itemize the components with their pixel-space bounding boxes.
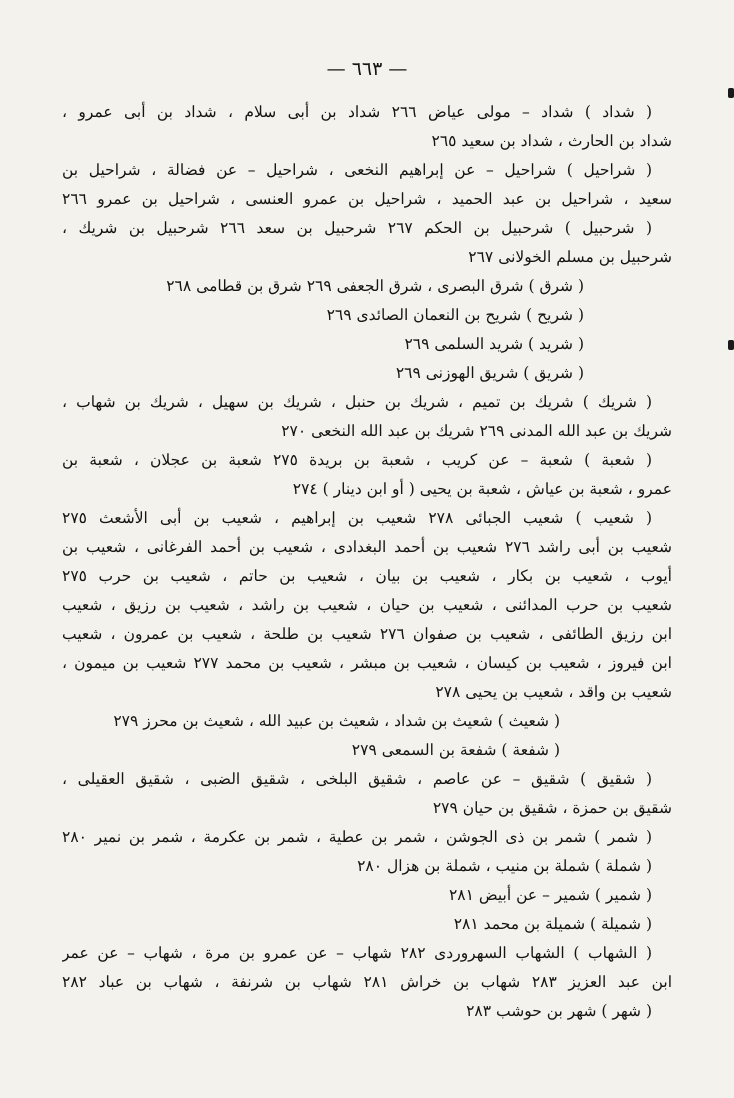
index-line: ( شملة ) شملة بن منيب ، شملة بن هزال ٢٨٠ [357, 857, 652, 875]
index-line: ( شريد ) شريد السلمى ٢٦٩ [404, 335, 584, 353]
index-line: ( شقيق ) شقيق – عن عاصم ، شقيق البلخى ، شقيق الضبى ، شقيق العقيلى ، [62, 770, 652, 788]
index-line: ابن عبد العزيز ٢٨٣ شهاب بن خراش ٢٨١ شهاب بن شرنفة ، شهاب بن عباد ٢٨٢ [62, 973, 672, 991]
index-line: ( شريك ) شريك بن تميم ، شريك بن حنبل ، شريك بن سهيل ، شريك بن شهاب ، [62, 393, 652, 411]
index-line: ( شعبة ) شعبة – عن كريب ، شعبة بن بريدة ٢٧٥ شعبة بن عجلان ، شعبة بن [62, 451, 652, 469]
index-line: ( الشهاب ) الشهاب السهروردى ٢٨٢ شهاب – عن عمرو بن مرة ، شهاب – عن عمر [62, 944, 652, 962]
index-line: ( شرق ) شرق البصرى ، شرق الجعفى ٢٦٩ شرق بن قطامى ٢٦٨ [166, 277, 584, 295]
index-line: ( شمر ) شمر بن ذى الجوشن ، شمر بن عطية ، شمر بن عكرمة ، شمر بن نمير ٢٨٠ [62, 828, 652, 846]
index-entries [62, 98, 672, 1026]
index-line: ( شمير ) شمير – عن أبيض ٢٨١ [448, 886, 652, 904]
index-line: ( شفعة ) شفعة بن السمعى ٢٧٩ [351, 741, 560, 759]
index-line: عمرو ، شعبة بن عياش ، شعبة بن يحيى ( أو ابن دينار ) ٢٧٤ [292, 480, 672, 498]
index-line: شداد بن الحارث ، شداد بن سعيد ٢٦٥ [431, 132, 672, 150]
index-line: ( شريح ) شريح بن النعمان الصائدى ٢٦٩ [326, 306, 584, 324]
index-line: شقيق بن حمزة ، شقيق بن حيان ٢٧٩ [432, 799, 672, 817]
index-line: ( شهر ) شهر بن حوشب ٢٨٣ [466, 1002, 652, 1020]
index-line: شعيب بن واقد ، شعيب بن يحيى ٢٧٨ [435, 683, 672, 701]
index-line: أيوب ، شعيب بن بكار ، شعيب بن بيان ، شعيب بن حاتم ، شعيب بن حرب ٢٧٥ [62, 567, 672, 585]
index-line: ( شداد ) شداد – مولى عياض ٢٦٦ شداد بن أبى سلام ، شداد بن أبى عمرو ، [62, 103, 653, 121]
index-line: شعيب بن أبى راشد ٢٧٦ شعيب بن أحمد البغدادى ، شعيب بن أحمد الفرغانى ، شعيب بن [62, 538, 672, 556]
index-line: شرحبيل بن مسلم الخولانى ٢٦٧ [468, 248, 672, 266]
index-line: ( شعيث ) شعيث بن شداد ، شعيث بن عبيد الله ، شعيث بن محرز ٢٧٩ [113, 712, 560, 730]
index-line: سعيد ، شراحيل بن عبد الحميد ، شراحيل بن عمرو العنسى ، شراحيل بن عمرو ٢٦٦ [62, 190, 672, 208]
index-line: ( شعيب ) شعيب الجبائى ٢٧٨ شعيب بن إبراهيم ، شعيب بن أبى الأشعث ٢٧٥ [62, 509, 653, 527]
index-line: ابن رزيق الطائفى ، شعيب بن صفوان ٢٧٦ شعيب بن طلحة ، شعيب بن عمرون ، شعيب [62, 625, 672, 643]
page-number: — ٦٦٣ — [326, 58, 408, 80]
index-line: ( شرحبيل ) شرحبيل بن الحكم ٢٦٧ شرحبيل بن سعد ٢٦٦ شرحبيل بن شريك ، [62, 219, 652, 237]
scan-edge-mark [728, 88, 734, 98]
index-line: ابن فيروز ، شعيب بن كيسان ، شعيب بن مبشر ، شعيب بن محمد ٢٧٧ شعيب بن ميمون ، [62, 654, 672, 672]
index-line: ( شراحيل ) شراحيل – عن إبراهيم النخعى ، شراحيل – عن فضالة ، شراحيل بن [62, 161, 652, 179]
index-line: شعيب بن حرب المدائنى ، شعيب بن حيان ، شعيب بن راشد ، شعيب بن رزيق ، شعيب [62, 596, 672, 614]
scan-edge-mark [728, 340, 734, 350]
index-line: ( شميلة ) شميلة بن محمد ٢٨١ [453, 915, 652, 933]
index-line: شريك بن عبد الله المدنى ٢٦٩ شريك بن عبد الله النخعى ٢٧٠ [281, 422, 672, 440]
index-line: ( شريق ) شريق الهوزنى ٢٦٩ [395, 364, 584, 382]
